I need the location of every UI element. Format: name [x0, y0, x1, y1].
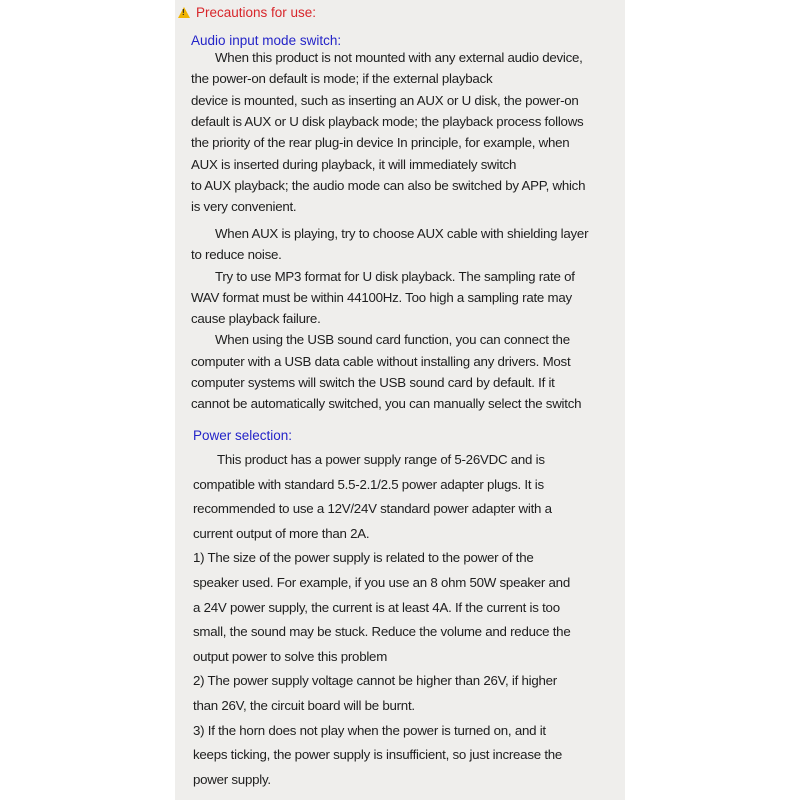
text-line: When using the USB sound card function, you can connect the: [215, 332, 570, 348]
text-line: default is AUX or U disk playback mode; the playback process follows: [191, 113, 584, 129]
text-line: computer systems will switch the USB sound card by default. If it: [191, 375, 555, 390]
text-line: small, the sound may be stuck. Reduce the volume and reduce the: [193, 624, 571, 640]
text-line: recommended to use a 12V/24V standard power adapter with a: [193, 501, 552, 517]
text-line: AUX is inserted during playback, it will immediately switch: [191, 156, 517, 172]
title-text: Precautions for use:: [196, 5, 317, 20]
text-line: speaker used. For example, if you use an 8 ohm 50W speaker and: [193, 575, 570, 590]
text-line: the power-on default is mode; if the external playback: [191, 71, 493, 87]
text-line: keeps ticking, the power supply is insufficient, so just increase the: [193, 747, 563, 763]
text-line: cause playback failure.: [191, 311, 321, 327]
text-line: 1) The size of the power supply is related to the power of the: [193, 550, 534, 566]
text-line: to reduce noise.: [191, 247, 282, 263]
audio-input-heading: Audio input mode switch:: [191, 33, 342, 48]
precautions-title: [178, 5, 316, 20]
text-line: to AUX playback; the audio mode can also be switched by APP, which: [191, 177, 586, 193]
text-line: the priority of the rear plug-in device In principle, for example, when: [191, 135, 570, 151]
text-line: a 24V power supply, the current is at least 4A. If the current is too: [193, 599, 560, 615]
text-line: power supply.: [193, 771, 271, 787]
warning-icon: [178, 7, 190, 18]
text-line: When AUX is playing, try to choose AUX cable with shielding layer: [215, 225, 589, 241]
text-line: than 26V, the circuit board will be burnt.: [193, 698, 415, 713]
text-line: 2) The power supply voltage cannot be higher than 26V, if higher: [193, 673, 557, 689]
power-selection-heading: Power selection:: [193, 428, 293, 443]
text-line: is very convenient.: [191, 199, 297, 215]
text-line: compatible with standard 5.5-2.1/2.5 power adapter plugs. It is: [193, 476, 544, 492]
text-line: This product has a power supply range of 5-26VDC and is: [217, 452, 545, 467]
text-line: Try to use MP3 format for U disk playback. The sampling rate of: [215, 268, 575, 284]
text-line: cannot be automatically switched, you can manually select the switch: [191, 396, 582, 412]
text-line: 3) If the horn does not play when the power is turned on, and it: [193, 722, 546, 738]
text-line: output power to solve this problem: [193, 648, 388, 664]
text-line: current output of more than 2A.: [193, 525, 370, 541]
text-line: computer with a USB data cable without installing any drivers. Most: [191, 353, 571, 369]
text-line: WAV format must be within 44100Hz. Too high a sampling rate may: [191, 289, 572, 305]
text-line: device is mounted, such as inserting an AUX or U disk, the power-on: [191, 92, 579, 108]
text-line: When this product is not mounted with any external audio device,: [215, 50, 583, 65]
